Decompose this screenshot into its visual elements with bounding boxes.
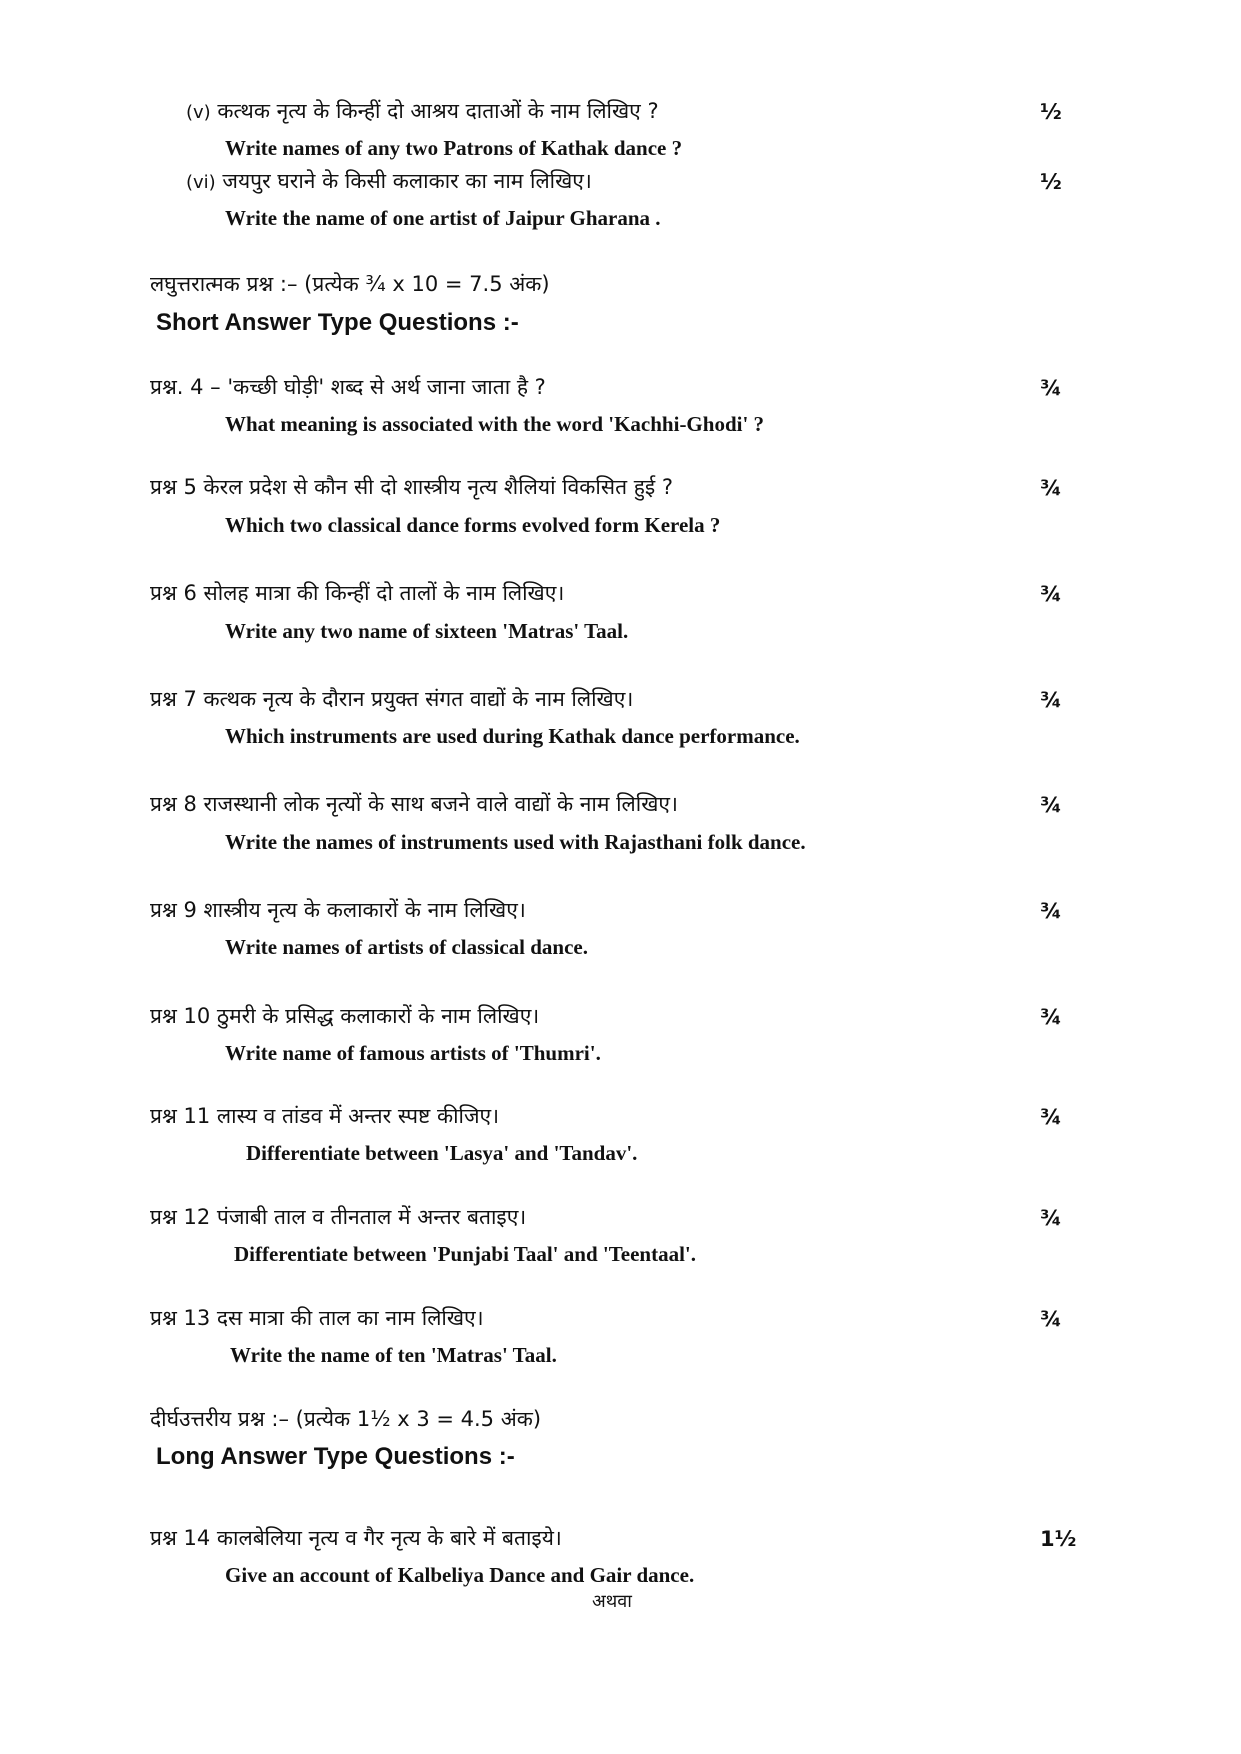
question-14-text: कालबेलिया नृत्य व गैर नृत्य के बारे में बताइये। xyxy=(216,1526,562,1550)
question-9-label: प्रश्न 9 xyxy=(150,898,197,922)
question-4-text: 'कच्छी घोड़ी' शब्द से अर्थ जाना जाता है ? xyxy=(227,375,546,399)
question-v-marks: ½ xyxy=(1040,100,1062,124)
question-v-hindi xyxy=(186,97,659,127)
question-8-label: प्रश्न 8 xyxy=(150,792,197,816)
question-14-english: Give an account of Kalbeliya Dance and Gair dance. xyxy=(225,1563,695,1587)
question-5-hindi xyxy=(150,473,673,501)
question-12-text: पंजाबी ताल व तीनताल में अन्तर बताइए। xyxy=(216,1205,527,1229)
question-5-marks: ¾ xyxy=(1040,476,1062,500)
question-12-english: Differentiate between 'Punjabi Taal' and 'Teentaal'. xyxy=(234,1242,697,1266)
question-4-marks: ¾ xyxy=(1040,376,1062,400)
question-4-label: प्रश्न. 4 – xyxy=(150,375,221,399)
question-9-hindi xyxy=(150,896,526,924)
question-13-label: प्रश्न 13 xyxy=(150,1306,211,1330)
question-7-text: कत्थक नृत्य के दौरान प्रयुक्त संगत वाद्यों के नाम लिखिए। xyxy=(203,687,634,711)
question-13-text: दस मात्रा की ताल का नाम लिखिए। xyxy=(216,1306,484,1330)
question-v-text: कत्थक नृत्य के किन्हीं दो आश्रय दाताओं के नाम लिखिए ? xyxy=(217,99,659,123)
question-11-marks: ¾ xyxy=(1040,1105,1062,1129)
question-11-label: प्रश्न 11 xyxy=(150,1104,211,1128)
question-13-marks: ¾ xyxy=(1040,1307,1062,1331)
question-12-marks: ¾ xyxy=(1040,1206,1062,1230)
question-7-english: Which instruments are used during Kathak dance performance. xyxy=(225,724,800,748)
question-13-english: Write the name of ten 'Matras' Taal. xyxy=(230,1343,557,1367)
question-6-hindi xyxy=(150,579,564,607)
question-vi-text: जयपुर घराने के किसी कलाकार का नाम लिखिए। xyxy=(222,169,592,193)
question-6-text: सोलह मात्रा की किन्हीं दो तालों के नाम लिखिए। xyxy=(203,581,565,605)
question-7-marks: ¾ xyxy=(1040,688,1062,712)
question-7-hindi xyxy=(150,685,633,713)
question-8-hindi xyxy=(150,790,678,818)
question-5-text: केरल प्रदेश से कौन सी दो शास्त्रीय नृत्य शैलियां विकसित हुई ? xyxy=(203,475,673,499)
question-4-hindi xyxy=(150,373,546,401)
question-vi-label: (vi) xyxy=(186,172,216,193)
question-v-english: Write names of any two Patrons of Kathak dance ? xyxy=(225,136,683,160)
question-12-label: प्रश्न 12 xyxy=(150,1205,211,1229)
question-5-label: प्रश्न 5 xyxy=(150,475,197,499)
question-6-label: प्रश्न 6 xyxy=(150,581,197,605)
short-section-english-heading: Short Answer Type Questions :- xyxy=(156,309,519,336)
question-vi-marks: ½ xyxy=(1040,170,1062,194)
question-8-english: Write the names of instruments used with Rajasthani folk dance. xyxy=(225,830,806,854)
question-13-hindi xyxy=(150,1304,484,1332)
question-10-text: ठुमरी के प्रसिद्ध कलाकारों के नाम लिखिए। xyxy=(216,1004,540,1028)
question-11-hindi xyxy=(150,1102,499,1130)
question-8-marks: ¾ xyxy=(1040,793,1062,817)
question-10-marks: ¾ xyxy=(1040,1005,1062,1029)
question-9-text: शास्त्रीय नृत्य के कलाकारों के नाम लिखिए। xyxy=(203,898,526,922)
long-section-hindi-heading: दीर्घउत्तरीय प्रश्न :– (प्रत्येक 1½ x 3 = 4.5 अंक) xyxy=(150,1407,542,1431)
short-section-hindi-heading: लघुत्तरात्मक प्रश्न :– (प्रत्येक ¾ x 10 = 7.5 अंक) xyxy=(150,272,550,296)
question-5-english: Which two classical dance forms evolved form Kerela ? xyxy=(225,513,721,537)
question-vi-hindi xyxy=(186,167,592,197)
question-9-english: Write names of artists of classical dance. xyxy=(225,935,588,959)
question-vi-english: Write the name of one artist of Jaipur Gharana . xyxy=(225,206,661,230)
question-11-text: लास्य व तांडव में अन्तर स्पष्ट कीजिए। xyxy=(216,1104,500,1128)
long-section-english-heading: Long Answer Type Questions :- xyxy=(156,1443,515,1470)
question-8-text: राजस्थानी लोक नृत्यों के साथ बजने वाले वाद्यों के नाम लिखिए। xyxy=(203,792,678,816)
question-4-english: What meaning is associated with the word 'Kachhi-Ghodi' ? xyxy=(225,412,765,436)
question-11-english: Differentiate between 'Lasya' and 'Tandav'. xyxy=(246,1141,638,1165)
question-v-label: (v) xyxy=(186,102,211,123)
question-14-marks: 1½ xyxy=(1040,1527,1077,1551)
question-12-hindi xyxy=(150,1203,526,1231)
question-6-marks: ¾ xyxy=(1040,582,1062,606)
question-10-hindi xyxy=(150,1002,539,1030)
question-14-hindi xyxy=(150,1524,562,1552)
question-10-english: Write name of famous artists of 'Thumri'. xyxy=(225,1041,601,1065)
question-14-label: प्रश्न 14 xyxy=(150,1526,211,1550)
or-text: अथवा xyxy=(592,1591,632,1612)
question-7-label: प्रश्न 7 xyxy=(150,687,197,711)
question-6-english: Write any two name of sixteen 'Matras' Taal. xyxy=(225,619,629,643)
question-9-marks: ¾ xyxy=(1040,899,1062,923)
question-10-label: प्रश्न 10 xyxy=(150,1004,211,1028)
